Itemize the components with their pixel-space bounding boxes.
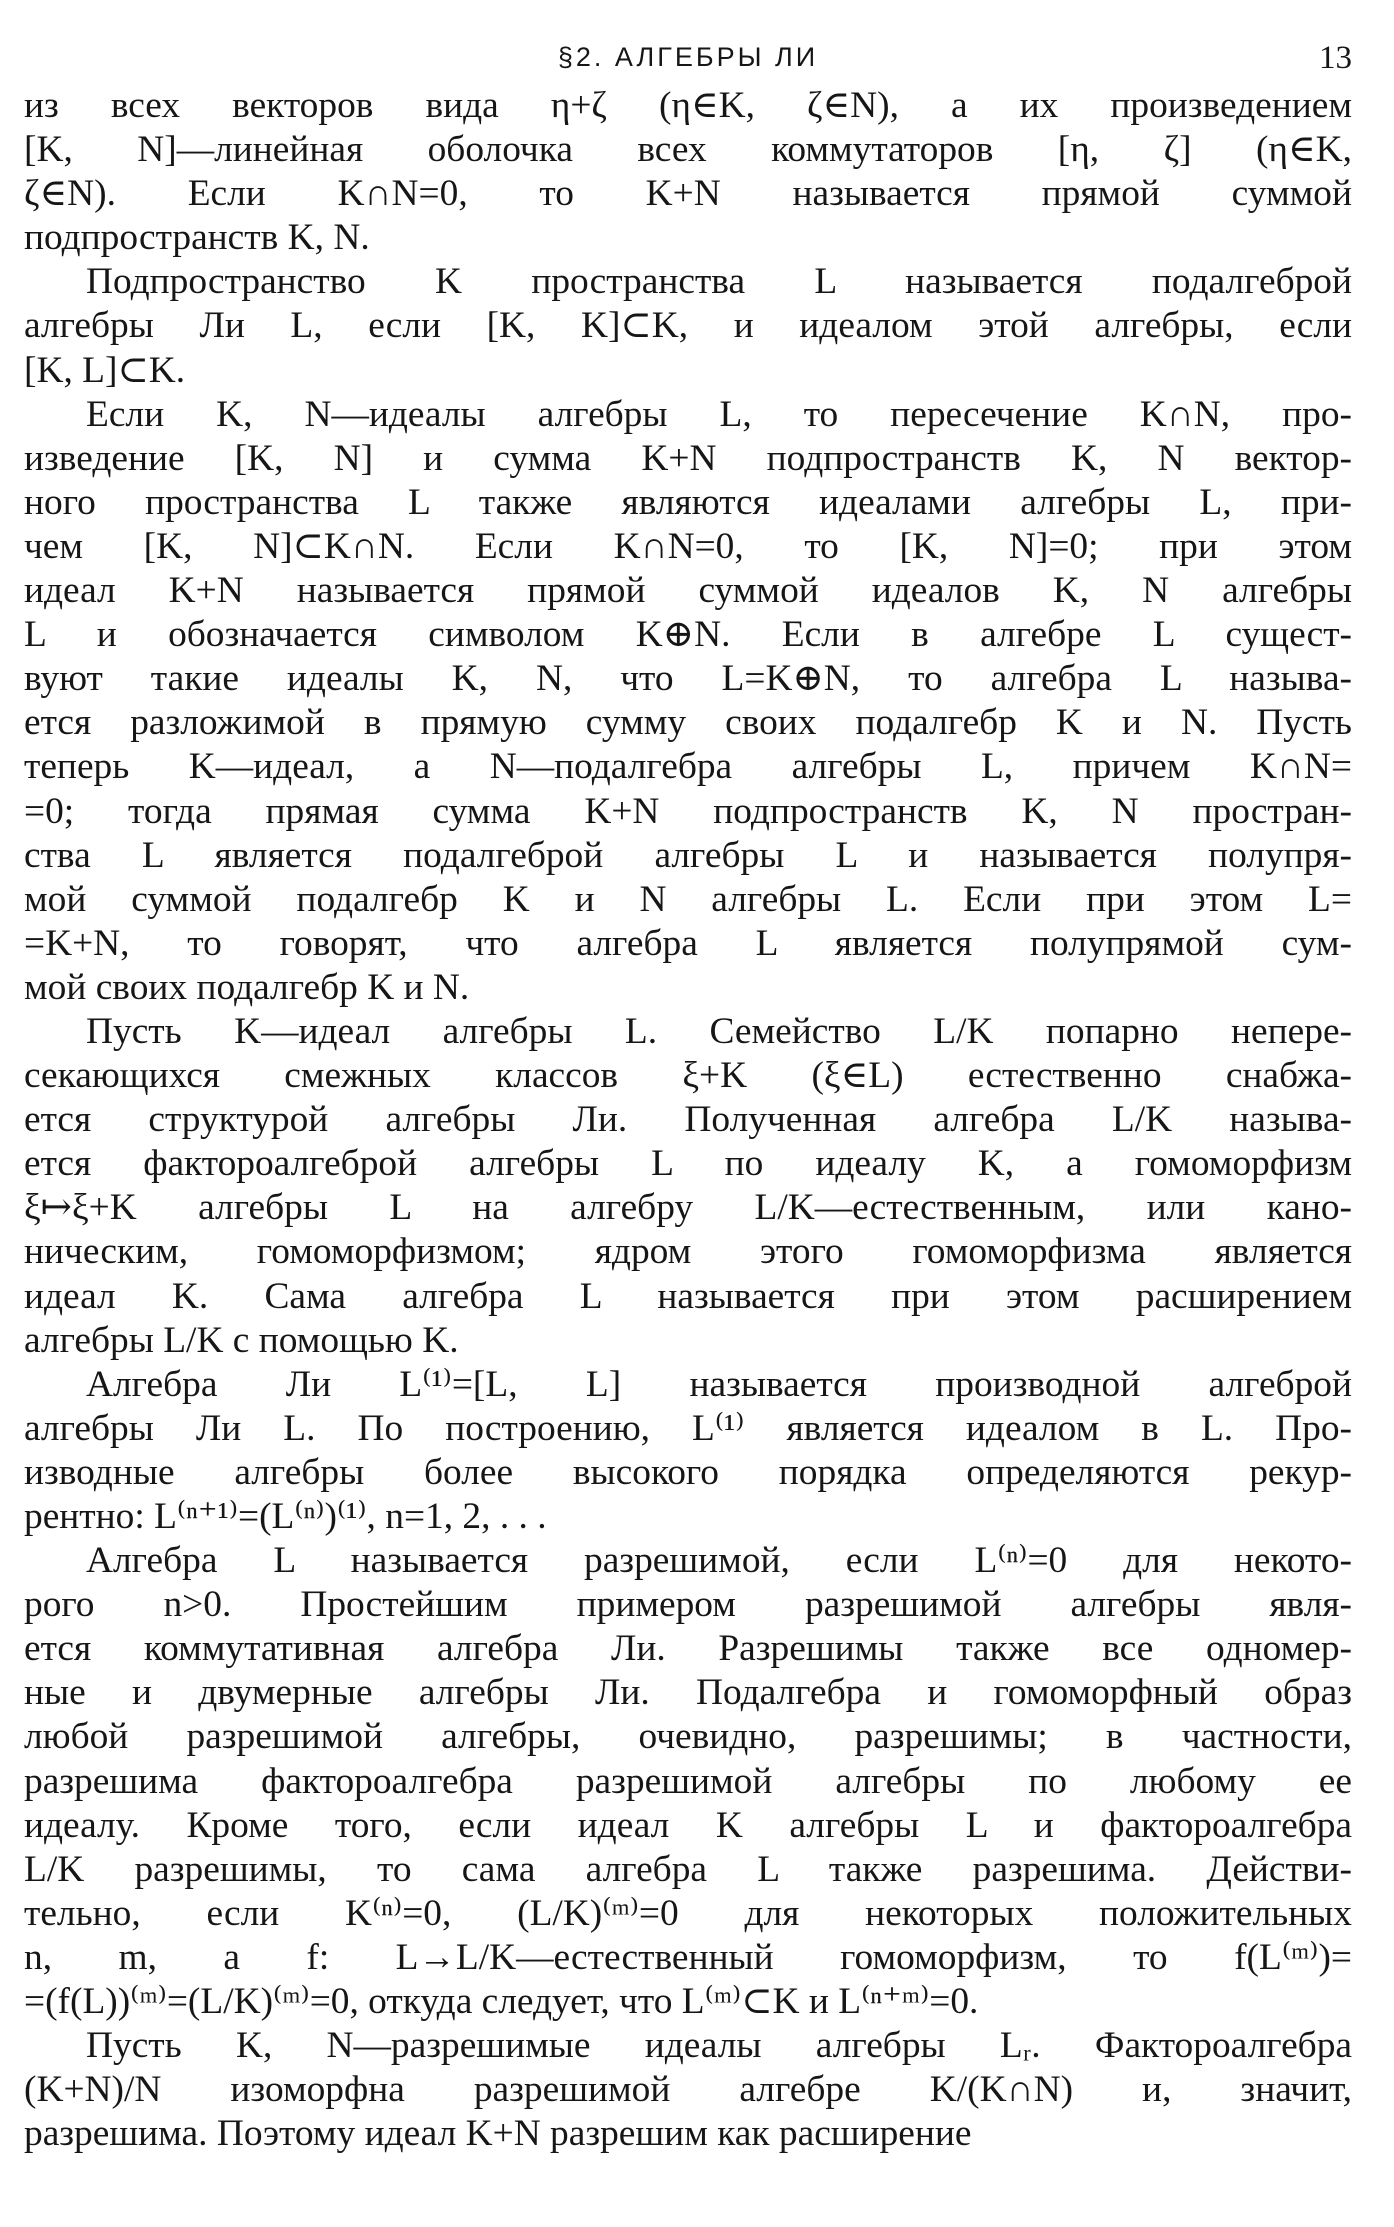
text-line: идеал K+N называется прямой суммой идеалов K, N алгебры: [24, 570, 1352, 612]
text-line: ства L является подалгеброй алгебры L и называется полупря-: [24, 834, 1352, 876]
text-line: ется структурой алгебры Ли. Полученная алгебра L/K называ-: [24, 1099, 1352, 1141]
text-line: ные и двумерные алгебры Ли. Подалгебра и гомоморфный образ: [24, 1672, 1352, 1714]
text-line: вуют такие идеалы K, N, что L=K⊕N, то алгебра L называ-: [24, 658, 1352, 700]
text-line: L/K разрешимы, то сама алгебра L также разрешима. Действи-: [24, 1848, 1352, 1890]
text-line: мой своих подалгебр K и N.: [24, 966, 470, 1008]
paragraph: [24, 260, 1352, 392]
text-line: идеалу. Кроме того, если идеал K алгебры L и фактороалгебра: [24, 1804, 1352, 1846]
text-line: подпространств K, N.: [24, 217, 370, 259]
text-line: Подпространство K пространства L называется подалгеброй: [86, 261, 1352, 303]
text-line: тельно, если K⁽ⁿ⁾=0, (L/K)⁽ᵐ⁾=0 для некоторых положительных: [24, 1892, 1352, 1934]
text-line: Алгебра L называется разрешимой, если L⁽ⁿ⁾=0 для некото-: [86, 1540, 1352, 1582]
text-line: изводные алгебры более высокого порядка определяются рекур-: [24, 1451, 1352, 1493]
text-line: [K, L]⊂K.: [24, 349, 186, 391]
text-line: ного пространства L также являются идеалами алгебры L, при-: [24, 481, 1352, 523]
text-line: Пусть K—идеал алгебры L. Семейство L/K попарно непере-: [86, 1010, 1352, 1052]
text-line: рого n>0. Простейшим примером разрешимой алгебры явля-: [24, 1584, 1352, 1626]
page-number: 13: [1319, 40, 1352, 76]
paragraph: [24, 393, 1352, 1010]
text-line: рентно: L⁽ⁿ⁺¹⁾=(L⁽ⁿ⁾)⁽¹⁾, n=1, 2, . . .: [24, 1496, 547, 1537]
text-line: Пусть K, N—разрешимые идеалы алгебры Lᵣ. Фактороалгебра: [86, 2025, 1352, 2067]
running-head: [24, 18, 1352, 84]
text-line: =(f(L))⁽ᵐ⁾=(L/K)⁽ᵐ⁾=0, откуда следует, что L⁽ᵐ⁾⊂K и L⁽ⁿ⁺ᵐ⁾=0.: [24, 1981, 979, 2023]
text-line: чем [K, N]⊂K∩N. Если K∩N=0, то [K, N]=0; при этом: [24, 525, 1352, 567]
body-text: [24, 84, 1352, 2156]
paragraph: [24, 1010, 1352, 1363]
paragraph: [24, 1539, 1352, 2024]
text-line: Если K, N—идеалы алгебры L, то пересечение K∩N, про-: [86, 393, 1352, 435]
text-line: [K, N]—линейная оболочка всех коммутаторов [η, ζ] (η∈K,: [24, 129, 1352, 171]
text-line: ется коммутативная алгебра Ли. Разрешимы также все одномер-: [24, 1628, 1352, 1670]
text-line: любой разрешимой алгебры, очевидно, разрешимы; в частности,: [24, 1716, 1352, 1758]
text-line: =0; тогда прямая сумма K+N подпространств K, N простран-: [24, 790, 1352, 832]
text-line: ется фактороалгеброй алгебры L по идеалу K, а гомоморфизм: [24, 1143, 1352, 1185]
text-line: мой суммой подалгебр K и N алгебры L. Если при этом L=: [24, 878, 1352, 920]
section-title: §2. АЛГЕБРЫ ЛИ: [557, 42, 819, 72]
text-line: изведение [K, N] и сумма K+N подпространств K, N вектор-: [24, 437, 1352, 479]
text-line: алгебры Ли L. По построению, L⁽¹⁾ является идеалом в L. Про-: [24, 1407, 1352, 1449]
text-line: ническим, гомоморфизмом; ядром этого гомоморфизма является: [24, 1231, 1352, 1273]
text-line: n, m, а f: L→L/K—естественный гомоморфизм, то f(L⁽ᵐ⁾)=: [24, 1936, 1352, 1978]
text-line: из всех векторов вида η+ζ (η∈K, ζ∈N), а их произведением: [24, 85, 1352, 126]
text-line: идеал K. Сама алгебра L называется при этом расширением: [24, 1275, 1352, 1317]
text-line: Алгебра Ли L⁽¹⁾=[L, L] называется производной алгеброй: [86, 1363, 1352, 1405]
text-line: теперь K—идеал, а N—подалгебра алгебры L, причем K∩N=: [24, 746, 1352, 788]
text-line: секающихся смежных классов ξ+K (ξ∈L) естественно снабжа-: [24, 1055, 1352, 1097]
text-line: ется разложимой в прямую сумму своих подалгебр K и N. Пусть: [24, 702, 1352, 744]
text-line: алгебры Ли L, если [K, K]⊂K, и идеалом этой алгебры, если: [24, 305, 1352, 347]
paragraph: [24, 84, 1352, 260]
paragraph: [24, 1363, 1352, 1539]
text-line: =K+N, то говорят, что алгебра L является полупрямой сум-: [24, 922, 1352, 964]
text-line: (K+N)/N изоморфна разрешимой алгебре K/(K∩N) и, значит,: [24, 2069, 1352, 2111]
text-line: разрешима фактороалгебра разрешимой алгебры по любому ее: [24, 1760, 1352, 1802]
text-line: ξ↦ξ+K алгебры L на алгебру L/K—естественным, или кано-: [24, 1187, 1352, 1229]
text-line: L и обозначается символом K⊕N. Если в алгебре L сущест-: [24, 614, 1352, 656]
text-line: разрешима. Поэтому идеал K+N разрешим как расширение: [24, 2113, 972, 2155]
text-line: алгебры L/K с помощью K.: [24, 1319, 459, 1361]
text-line: ζ∈N). Если K∩N=0, то K+N называется прямой суммой: [24, 173, 1352, 215]
paragraph: [24, 2024, 1352, 2156]
